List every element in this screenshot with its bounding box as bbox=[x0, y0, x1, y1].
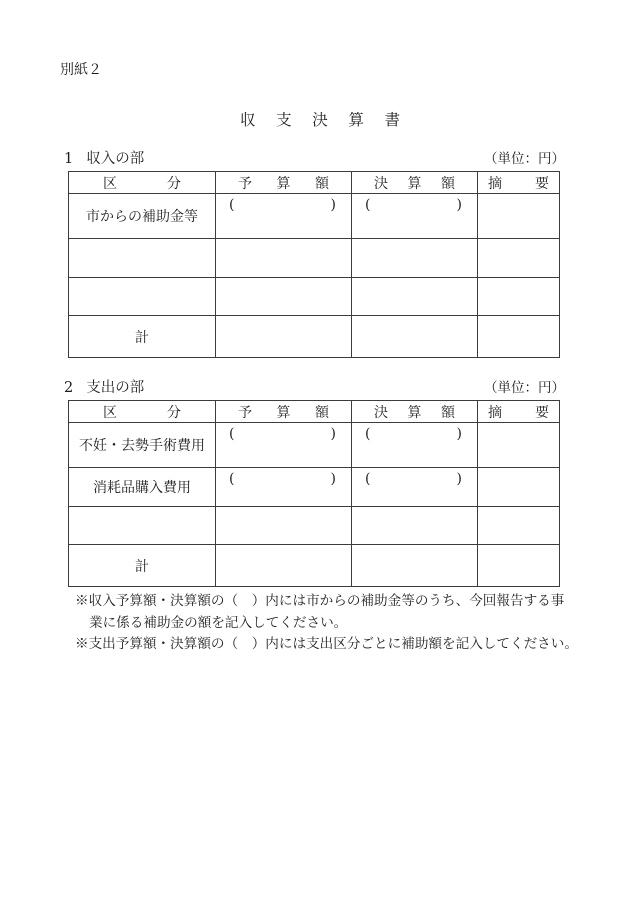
income-row-subsidy bbox=[69, 194, 560, 239]
section-1-number: 1 bbox=[64, 151, 74, 167]
expenditure-total-remarks-cell bbox=[478, 545, 560, 587]
paren-close: ) bbox=[456, 471, 462, 487]
paren-open: ( bbox=[365, 426, 371, 442]
paren-close: ) bbox=[330, 471, 336, 487]
expenditure-category-cell: 不妊・去勢手術費用 bbox=[69, 423, 216, 468]
footnote-income-line-2: 業に係る補助金の額を記入してください。 bbox=[89, 614, 348, 631]
paren-close: ) bbox=[330, 197, 336, 213]
expenditure-budget-cell bbox=[216, 468, 352, 507]
income-header-category: 区分 bbox=[69, 172, 216, 194]
expenditure-total-label-cell: 計 bbox=[69, 545, 216, 587]
expenditure-settlement-cell bbox=[352, 423, 478, 468]
settlement-paren-placeholder bbox=[352, 423, 477, 442]
expenditure-settlement-cell bbox=[352, 468, 478, 507]
section-2-title: 支出の部 bbox=[86, 380, 145, 396]
expenditure-remarks-cell bbox=[478, 468, 560, 507]
income-budget-cell bbox=[216, 194, 352, 239]
income-table bbox=[68, 171, 560, 358]
income-header-remarks: 摘要 bbox=[478, 172, 560, 194]
settlement-paren-placeholder bbox=[352, 468, 477, 487]
income-remarks-cell bbox=[478, 194, 560, 239]
section-1-heading bbox=[60, 149, 144, 169]
expenditure-header-settlement: 決算額 bbox=[352, 401, 478, 423]
income-category-cell: 市からの補助金等 bbox=[69, 194, 216, 239]
page-title: 収支決算書 bbox=[240, 111, 400, 129]
expenditure-total-row bbox=[69, 545, 560, 587]
paren-open: ( bbox=[229, 197, 235, 213]
expenditure-table-header-row bbox=[69, 401, 560, 423]
section-2-heading bbox=[60, 378, 144, 398]
expenditure-total-settlement-cell bbox=[352, 545, 478, 587]
title-row bbox=[60, 110, 580, 131]
paren-open: ( bbox=[365, 471, 371, 487]
income-row-empty-2 bbox=[69, 278, 560, 316]
paren-close: ) bbox=[456, 197, 462, 213]
empty-remarks-cell bbox=[478, 239, 560, 278]
paren-open: ( bbox=[365, 197, 371, 213]
footnote-income-line-1: ※収入予算額・決算額の（ ）内には市からの補助金等のうち、今回報告する事 bbox=[75, 593, 565, 609]
expenditure-budget-cell bbox=[216, 423, 352, 468]
footnotes bbox=[75, 591, 581, 656]
empty-budget-cell bbox=[216, 239, 352, 278]
paren-open: ( bbox=[229, 471, 235, 487]
settlement-paren-placeholder bbox=[352, 194, 477, 213]
expenditure-table bbox=[68, 400, 560, 587]
expenditure-header-budget: 予算額 bbox=[216, 401, 352, 423]
section-2-unit-label: （単位：円） bbox=[484, 380, 565, 396]
empty-remarks-cell bbox=[478, 507, 560, 545]
doc-label: 別紙２ bbox=[60, 62, 102, 78]
income-header-settlement: 決算額 bbox=[352, 172, 478, 194]
budget-paren-placeholder bbox=[216, 194, 351, 213]
income-row-empty-1 bbox=[69, 239, 560, 278]
income-table-header-row bbox=[69, 172, 560, 194]
empty-remarks-cell bbox=[478, 278, 560, 316]
income-total-label-cell: 計 bbox=[69, 316, 216, 358]
income-total-settlement-cell bbox=[352, 316, 478, 358]
empty-category-cell bbox=[69, 507, 216, 545]
empty-category-cell bbox=[69, 239, 216, 278]
section-1-unit-label: （単位：円） bbox=[484, 151, 565, 167]
budget-paren-placeholder bbox=[216, 423, 351, 442]
footnote-expenditure: ※支出予算額・決算額の（ ）内には支出区分ごとに補助額を記入してください。 bbox=[75, 636, 578, 652]
empty-category-cell bbox=[69, 278, 216, 316]
income-total-budget-cell bbox=[216, 316, 352, 358]
empty-settlement-cell bbox=[352, 507, 478, 545]
empty-settlement-cell bbox=[352, 239, 478, 278]
paren-open: ( bbox=[229, 426, 235, 442]
expenditure-row-surgery bbox=[69, 423, 560, 468]
income-header-budget: 予算額 bbox=[216, 172, 352, 194]
section-2-heading-row bbox=[60, 378, 565, 398]
income-settlement-cell bbox=[352, 194, 478, 239]
paren-close: ) bbox=[456, 426, 462, 442]
section-2-number: 2 bbox=[64, 380, 74, 396]
empty-settlement-cell bbox=[352, 278, 478, 316]
expenditure-row-empty bbox=[69, 507, 560, 545]
expenditure-header-category: 区分 bbox=[69, 401, 216, 423]
empty-budget-cell bbox=[216, 507, 352, 545]
expenditure-header-remarks: 摘要 bbox=[478, 401, 560, 423]
income-total-row bbox=[69, 316, 560, 358]
income-total-remarks-cell bbox=[478, 316, 560, 358]
empty-budget-cell bbox=[216, 278, 352, 316]
expenditure-category-cell: 消耗品購入費用 bbox=[69, 468, 216, 507]
section-1-title: 収入の部 bbox=[86, 151, 145, 167]
budget-paren-placeholder bbox=[216, 468, 351, 487]
section-1-heading-row bbox=[60, 149, 565, 169]
expenditure-total-budget-cell bbox=[216, 545, 352, 587]
expenditure-row-consumables bbox=[69, 468, 560, 507]
paren-close: ) bbox=[330, 426, 336, 442]
expenditure-remarks-cell bbox=[478, 423, 560, 468]
